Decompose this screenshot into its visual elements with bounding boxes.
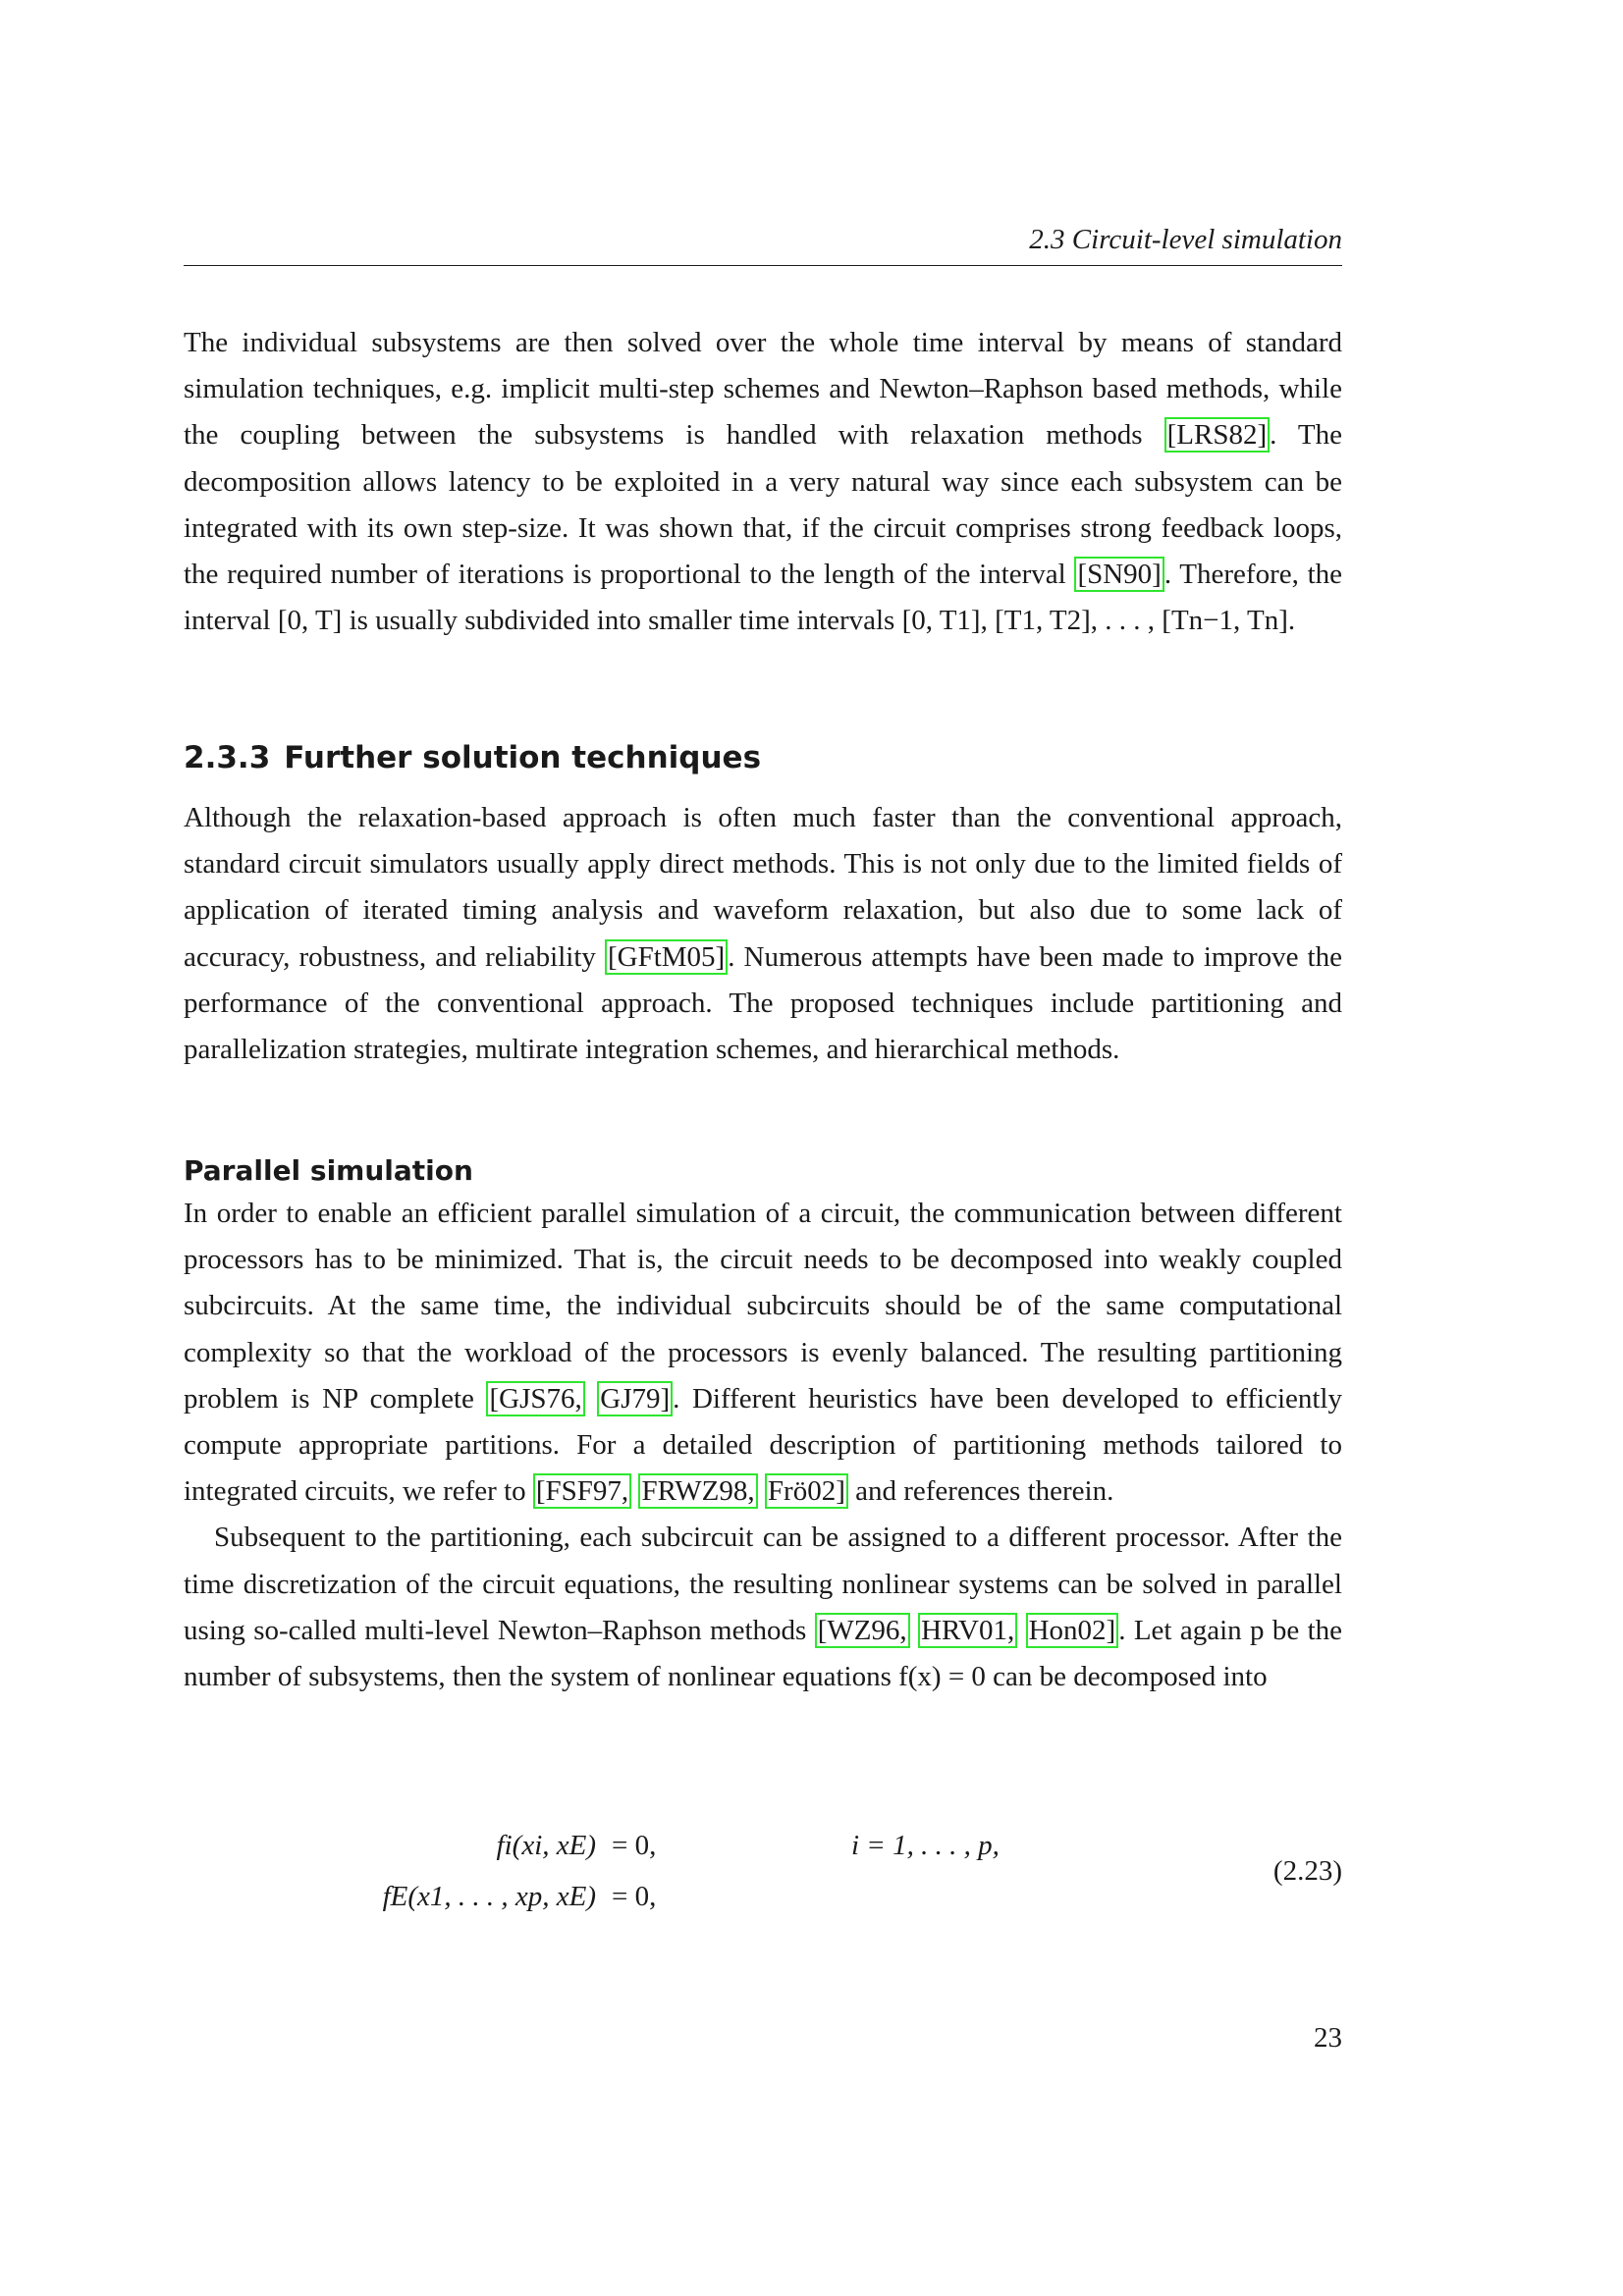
text-run: Subsequent to the partitioning, each subcircuit can be assigned to a different processor. After the time discretization of the circuit equations, the resulting nonlinear systems can be solved in parallel using so-called multi-level Newton–Raphson methods xyxy=(184,1522,1342,1646)
section-block xyxy=(184,738,1342,1073)
equation-line-2-lhs: fE(x1, . . . , xp, xE) xyxy=(382,1881,596,1912)
text-run: and references therein. xyxy=(847,1475,1114,1508)
citation-link-gjs76[interactable]: [GJS76, xyxy=(486,1381,584,1416)
citation-link-fsf97[interactable]: [FSF97, xyxy=(533,1473,631,1509)
section-heading xyxy=(184,738,1342,777)
equation-2-23 xyxy=(184,1822,1342,1930)
citation-link-sn90[interactable]: [SN90] xyxy=(1074,557,1163,592)
text-run: . Let again p be the number of subsystems, then the system of nonlinear equations f(x) = 0 can be decomposed into xyxy=(184,1614,1343,1693)
text-run: In order to enable an efficient parallel simulation of a circuit, the communication between different processors has to be minimized. That is, the circuit needs to be decomposed into weakly coupled subcircuits. At the same time, the individual subcircuits should be of the same computational complexity so that the workload of the processors is evenly balanced. The resulting partitioning problem is NP complete xyxy=(184,1198,1342,1415)
citation-link-wz96[interactable]: [WZ96, xyxy=(815,1613,910,1648)
paragraph-heading: Parallel simulation xyxy=(184,1154,473,1187)
running-head: 2.3 Circuit-level simulation xyxy=(1029,224,1342,255)
intro-paragraph xyxy=(184,320,1342,644)
equation-line-1-condition: i = 1, . . . , p, xyxy=(851,1830,1000,1861)
equation-line-2-rhs: = 0, xyxy=(612,1881,657,1912)
equation-number: (2.23) xyxy=(1272,1855,1342,1887)
section-title: Further solution techniques xyxy=(284,740,762,775)
citation-link-frwz98[interactable]: FRWZ98, xyxy=(638,1473,757,1509)
parallel-paragraph-1 xyxy=(184,1191,1342,1515)
citation-link-hon02[interactable]: Hon02] xyxy=(1026,1613,1119,1648)
citation-link-hrv01[interactable]: HRV01, xyxy=(918,1613,1017,1648)
text-run: . Different heuristics have been developed to efficiently compute appropriate partitions. For a detailed description of partitioning methods tailored to integrated circuits, we refer to xyxy=(184,1382,1342,1508)
citation-link-lrs82[interactable]: [LRS82] xyxy=(1164,417,1271,453)
section-paragraph xyxy=(184,795,1342,1073)
text-run: . Therefore, the interval [0, T] is usually subdivided into smaller time intervals [0, T1], [T1, T2], . . . , [Tn−1, Tn]. xyxy=(184,559,1342,637)
parallel-block xyxy=(184,1151,1342,1700)
intro-block xyxy=(184,320,1342,644)
equation-line-1-lhs: fi(xi, xE) xyxy=(496,1830,596,1861)
citation-link-gftm05[interactable]: [GFtM05] xyxy=(605,939,728,975)
text-run: . Numerous attempts have been made to improve the performance of the conventional approach. The proposed techniques include partitioning and parallelization strategies, multirate integration schemes, and hierarchical methods. xyxy=(184,940,1342,1066)
equation-line-1-rhs: = 0, xyxy=(612,1830,657,1861)
parallel-paragraph-2 xyxy=(184,1515,1342,1700)
section-number: 2.3.3 xyxy=(184,740,271,775)
text-run: Although the relaxation-based approach is often much faster than the conventional approach, standard circuit simulators usually apply direct methods. This is not only due to the limited fields of application of iterated timing analysis and waveform relaxation, but also due to some lack of accuracy, robustness, and reliability xyxy=(184,802,1342,973)
citation-link-fro02[interactable]: Frö02] xyxy=(765,1473,848,1509)
page-number: 23 xyxy=(1314,2022,1342,2054)
header-rule xyxy=(184,265,1342,266)
text-run: . The decomposition allows latency to be exploited in a very natural way since each subsystem can be integrated with its own step-size. It was shown that, if the circuit comprises strong feedback loops, the required number of iterations is proportional to the length of the interval xyxy=(184,419,1342,591)
text-run: The individual subsystems are then solved over the whole time interval by means of standard simulation techniques, e.g. implicit multi-step schemes and Newton–Raphson based methods, while the coupling between the subsystems is handled with relaxation methods xyxy=(184,327,1342,452)
citation-link-gj79[interactable]: GJ79] xyxy=(597,1381,673,1416)
